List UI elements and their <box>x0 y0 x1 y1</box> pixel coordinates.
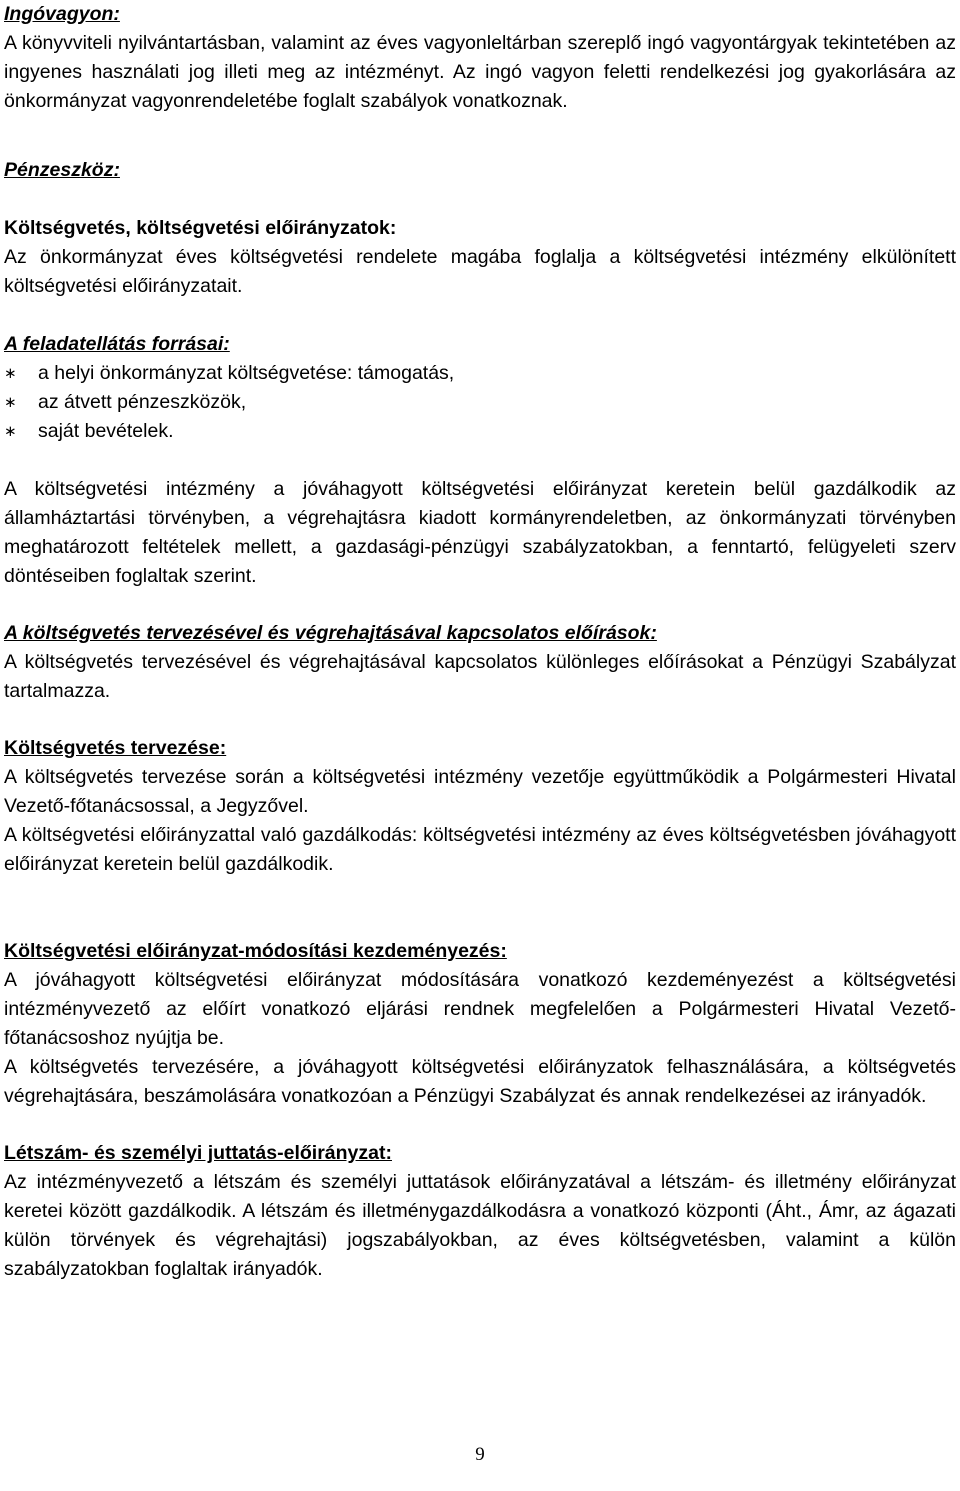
page-number: 9 <box>475 1444 485 1465</box>
heading-ingovagyon: Ingóvagyon: <box>4 3 120 25</box>
heading-modositas: Költségvetési előirányzat-módosítási kezdeményezés: <box>4 940 507 962</box>
paragraph-modositas-1: A jóváhagyott költségvetési előirányzat módosítására vonatkozó kezdeményezést a költségvetési intézményvezető az előírt vonatkozó eljárási rendnek megfelelően a Polgármesteri Hivatal Vezető-főtanácsoshoz nyújtja be. <box>4 969 956 1049</box>
sources-list <box>4 359 956 446</box>
heading-tervezes: Költségvetés tervezése: <box>4 737 227 759</box>
paragraph-eloirasok: A költségvetés tervezésével és végrehajtásával kapcsolatos különleges előírásokat a Pénzügyi Szabályzat tartalmazza. <box>4 651 956 702</box>
list-item: ∗ a helyi önkormányzat költségvetése: támogatás, <box>4 359 956 388</box>
paragraph-intezmeny-gazdalkodas: A költségvetési intézmény a jóváhagyott költségvetési előirányzat keretein belül gazdálkodik az államháztartási törvényben, a végrehajtásra kiadott kormányrendeletben, az önkormányzati törvényben meghatározott feltételek mellett, a gazdasági-pénzügyi szabályzatokban, a fenntartó, felügyeleti szerv döntéseiben foglaltak szerint. <box>4 478 956 587</box>
paragraph-tervezes-2: A költségvetési előirányzattal való gazdálkodás: költségvetési intézmény az éves költségvetésben jóváhagyott előirányzat keretein belül gazdálkodik. <box>4 824 956 875</box>
heading-penzeszkoz: Pénzeszköz: <box>4 159 120 181</box>
asterisk-bullet-icon: ∗ <box>4 422 17 440</box>
asterisk-bullet-icon: ∗ <box>4 393 17 411</box>
paragraph-letszam: Az intézményvezető a létszám és személyi juttatások előirányzatával a létszám- és illetmény előirányzat keretei között gazdálkodik. A létszám és illetménygazdálkodásra a vonatkozó központi (Áht., Ámr, az ágazati külön törvények és végrehajtási) jogszabályokban, az éves költségvetésben, valamint a külön szabályzatokban foglaltak irányadók. <box>4 1171 956 1280</box>
paragraph-modositas-2: A költségvetés tervezésére, a jóváhagyott költségvetési előirányzatok felhasználására, a költségvetés végrehajtására, beszámolására vonatkozóan a Pénzügyi Szabályzat és annak rendelkezései az irányadók. <box>4 1056 956 1107</box>
asterisk-bullet-icon: ∗ <box>4 364 17 382</box>
heading-letszam: Létszám- és személyi juttatás-előirányzat: <box>4 1142 392 1164</box>
list-item: ∗ az átvett pénzeszközök, <box>4 388 956 417</box>
paragraph-koltsegvetes: Az önkormányzat éves költségvetési rendelete magába foglalja a költségvetési intézmény elkülönített költségvetési előirányzatait. <box>4 246 956 297</box>
document-page <box>4 0 956 1284</box>
heading-forrasok: A feladatellátás forrásai: <box>4 333 230 355</box>
paragraph-ingovagyon: A könyvviteli nyilvántartásban, valamint az éves vagyonleltárban szereplő ingó vagyontárgyak tekintetében az ingyenes használati jog illeti meg az intézményt. Az ingó vagyon feletti rendelkezési jog gyakorlására az önkormányzat vagyonrendeletébe foglalt szabályok vonatkoznak. <box>4 32 956 112</box>
paragraph-tervezes-1: A költségvetés tervezése során a költségvetési intézmény vezetője együttműködik a Polgármesteri Hivatal Vezető-főtanácsossal, a Jegyzővel. <box>4 766 956 817</box>
heading-eloirasok: A költségvetés tervezésével és végrehajtásával kapcsolatos előírások: <box>4 622 657 644</box>
list-item: ∗ saját bevételek. <box>4 417 956 446</box>
heading-koltsegvetes: Költségvetés, költségvetési előirányzatok: <box>4 217 397 239</box>
